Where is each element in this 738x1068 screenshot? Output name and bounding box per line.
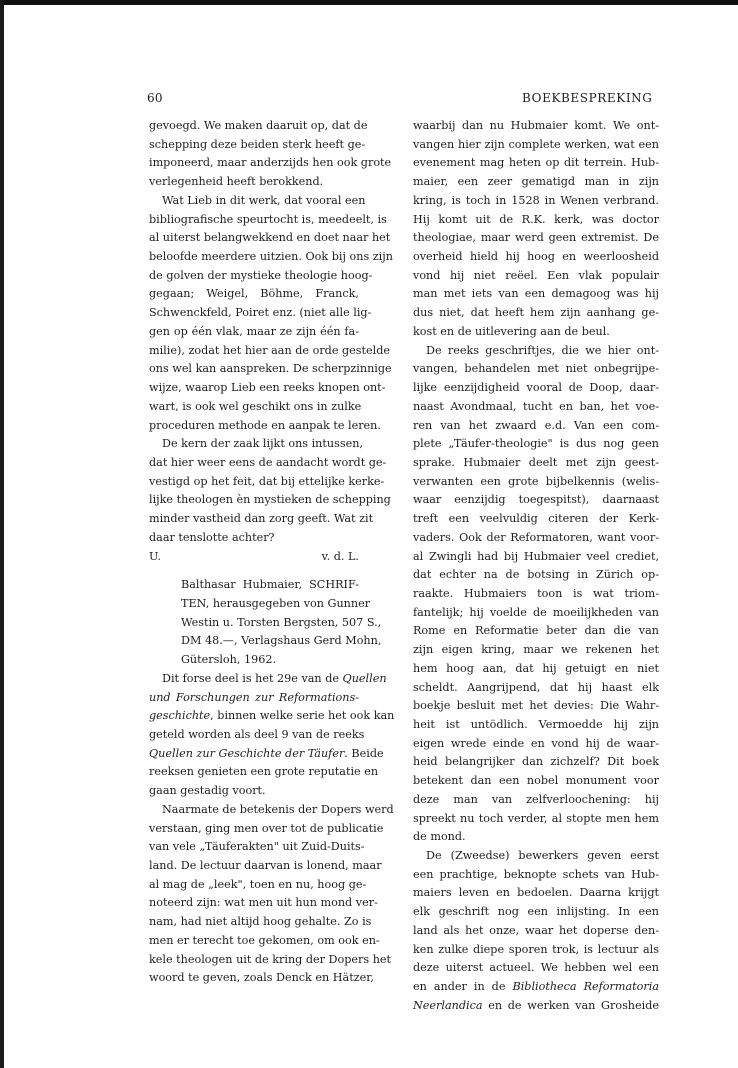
text-line: vangen hier zijn complete werken, wat een xyxy=(413,137,659,151)
review-signature xyxy=(149,548,359,567)
text-line: lijke theologen èn mystieken de schepping xyxy=(149,493,391,507)
text-line xyxy=(149,707,395,726)
text-line: proceduren methode en aanpak te leren. xyxy=(149,418,381,432)
text-line: een prachtige, beknopte schets van Hub- xyxy=(413,867,659,881)
text-line: kost en de uitlevering aan de beul. xyxy=(413,324,610,338)
text-line: elk geschrift nog een inlijsting. In een xyxy=(413,905,659,919)
right-column xyxy=(413,117,659,1016)
text-line: De reeks geschriftjes, die we hier ont- xyxy=(426,343,659,357)
paragraph-hubmaier-intro xyxy=(413,117,659,342)
text-line: Rome en Reformatie beter dan die van xyxy=(413,624,659,638)
reference-line: Gütersloh, 1962. xyxy=(181,653,277,667)
text-line: reeksen genieten een grote reputatie en xyxy=(149,765,379,779)
paragraph-naarmate xyxy=(149,801,394,988)
text-line: noteerd zijn: wat men uit hun mond ver- xyxy=(149,896,378,910)
text-line xyxy=(149,745,384,764)
running-title: BOEKBESPREKING xyxy=(522,91,653,105)
text-line: ken zulke diepe sporen trok, is lectuur als xyxy=(413,942,659,956)
text-line: daar tenslotte achter? xyxy=(149,530,275,544)
paragraph-kern xyxy=(149,435,391,547)
text-line: boekje besluit met het devies: Die Wahr- xyxy=(413,699,659,713)
text-line: De kern der zaak lijkt ons intussen, xyxy=(162,437,363,451)
text-line: vaders. Ook der Reformatoren, want voor- xyxy=(413,530,659,544)
text-line: Schwenckfeld, Poiret enz. (niet alle lig- xyxy=(149,306,372,320)
text-line: evenement mag heten op dit terrein. Hub- xyxy=(413,156,659,170)
text-line: wijze, waarop Lieb een reeks knopen ont- xyxy=(149,381,386,395)
text-line: heid belangrijker dan zichzelf? Dit boek xyxy=(413,755,659,769)
series-title-italic: Neerlandica xyxy=(413,998,483,1012)
paragraph-lieb xyxy=(149,192,393,435)
text-line: de golven der mystieke theologie hoog- xyxy=(149,268,373,282)
book-reference xyxy=(149,576,382,670)
text-line: vangen, behandelen met niet onbegrijpe- xyxy=(413,362,659,376)
text-line: man met iets van een demagoog was hij xyxy=(413,287,659,301)
text-line: deze uiterst actueel. We hebben wel een xyxy=(413,961,659,975)
paragraph-closing-review xyxy=(149,117,392,192)
text-line: minder vastheid dan zorg geeft. Wat zit xyxy=(149,512,374,526)
text-line: lijke eenzijdigheid vooral de Doop, daar- xyxy=(413,381,659,395)
text-line: plete „Täufer-theologie" is dus nog geen xyxy=(413,437,659,451)
text-line: verlegenheid heeft berokkend. xyxy=(149,175,324,189)
text-line: maiers leven en bedoelen. Daarna krijgt xyxy=(413,886,659,900)
paragraph-reeks xyxy=(413,342,659,847)
page-number: 60 xyxy=(147,91,163,105)
text-line: spreekt nu toch verder, al stopte men hem xyxy=(413,811,659,825)
text-line: kele theologen uit de kring der Dopers het xyxy=(149,952,392,966)
text-line: geteld worden als deel 9 van de reeks xyxy=(149,728,365,741)
paragraph-forse-deel xyxy=(149,670,395,801)
text-line: treft een veelvuldig citeren der Kerk- xyxy=(413,512,659,526)
text-line: theologiae, maar werd geen extremist. De xyxy=(413,231,659,245)
text-line: gegaan; Weigel, Böhme, Franck, xyxy=(149,287,359,301)
series-title-italic: geschichte xyxy=(149,709,211,723)
text-line: dat echter na de botsing in Zürich op- xyxy=(413,568,659,582)
text-line: maier, een zeer gematigd man in zijn xyxy=(413,175,659,189)
text-run: , binnen welke serie het ook kan xyxy=(210,709,395,723)
text-line: Hij komt uit de R.K. kerk, was doctor xyxy=(413,212,659,226)
text-line: land. De lectuur daarvan is lonend, maar xyxy=(149,859,382,873)
text-line: wart, is ook wel geschikt ons in zulke xyxy=(149,399,362,413)
text-line: bibliografische speurtocht is, meedeelt, is xyxy=(149,212,387,226)
series-title-italic: Bibliotheca Reformatoria xyxy=(512,980,659,994)
reviewer-name: v. d. L. xyxy=(321,549,359,563)
series-title-italic: und Forschungen zur Reformations- xyxy=(149,690,359,704)
text-line: land als het onze, waar het doperse den- xyxy=(413,923,659,937)
text-line: waar eenzijdig toegespitst), daarnaast xyxy=(413,493,659,507)
text-line: naast Avondmaal, tucht en ban, het voe- xyxy=(413,399,659,413)
text-line: sprake. Hubmaier deelt met zijn geest- xyxy=(413,455,659,469)
text-line: al Zwingli had bij Hubmaier veel crediet, xyxy=(413,549,659,563)
reference-line: TEN, herausgegeben von Gunner xyxy=(181,596,371,610)
text-line: scheldt. Aangrijpend, dat hij haast elk xyxy=(413,680,659,694)
text-run: . Beide xyxy=(344,746,384,760)
text-line: verstaan, ging men over tot de publicatie xyxy=(149,821,384,835)
text-line: gevoegd. We maken daaruit op, dat de xyxy=(149,119,368,132)
text-line: heit ist untödlich. Vermoedde hij zijn xyxy=(413,718,659,731)
series-title-italic: Quellen xyxy=(342,671,387,685)
text-line: ren van het zwaard e.d. Van een com- xyxy=(413,418,659,432)
text-line: van vele „Täuferakten" uit Zuid-Duits- xyxy=(149,840,365,854)
text-line: waarbij dan nu Hubmaier komt. We ont- xyxy=(413,119,659,132)
text-run: en ander in de xyxy=(413,980,513,994)
text-line: overheid hield hij hoog en weerloosheid xyxy=(413,250,659,264)
text-line: zijn eigen kring, maar we rekenen het xyxy=(413,643,659,657)
text-line: Naarmate de betekenis der Dopers werd xyxy=(162,802,394,816)
text-line: deze man van zelfverloochening: hij xyxy=(413,792,659,806)
text-line: fantelijk; hij voelde de moeilijkheden van xyxy=(413,605,659,619)
text-run: Dit forse deel is het 29e van de xyxy=(162,671,343,685)
reference-line: Balthasar Hubmaier, SCHRIF- xyxy=(181,578,359,592)
text-line: dus niet, dat heeft hem zijn aanhang ge- xyxy=(413,306,659,320)
text-line: gaan gestadig voort. xyxy=(149,784,266,798)
paragraph-bewerkers xyxy=(413,847,659,1015)
text-line: eigen wrede einde en vond hij de waar- xyxy=(413,736,659,750)
text-line: kring, is toch in 1528 in Wenen verbrand. xyxy=(413,193,659,207)
text-line: al uiterst belangwekkend en doet naar het xyxy=(149,231,391,245)
text-line: Wat Lieb in dit werk, dat vooral een xyxy=(162,193,366,207)
text-line: vestigd op het feit, dat bij ettelijke kerke- xyxy=(149,474,385,488)
text-line xyxy=(413,997,659,1016)
reviewer-initial: U. xyxy=(149,549,161,563)
text-line: schepping deze beiden sterk heeft ge- xyxy=(149,137,366,151)
text-line: hem hoog aan, dat hij getuigt en niet xyxy=(413,661,659,675)
left-column xyxy=(149,117,395,988)
text-line: gen op één vlak, maar ze zijn één fa- xyxy=(149,324,359,338)
text-line: de mond. xyxy=(413,830,466,844)
text-line: nam, had niet altijd hoog gehalte. Zo is xyxy=(149,915,372,929)
text-line xyxy=(413,978,659,997)
text-line: beloofde meerdere uitzien. Ook bij ons zijn xyxy=(149,250,393,264)
text-line: De (Zweedse) bewerkers geven eerst xyxy=(426,849,659,863)
text-line: betekent dan een nobel monument voor xyxy=(413,774,659,788)
text-run: en de werken van Grosheide xyxy=(482,998,659,1012)
text-line: men er terecht toe gekomen, om ook en- xyxy=(149,933,380,947)
text-line: imponeerd, maar anderzijds hen ook grote xyxy=(149,156,392,170)
series-title-italic: Quellen zur Geschichte der Täufer xyxy=(149,746,345,760)
text-line: vond hij niet reëel. Een vlak populair xyxy=(413,268,659,282)
text-line: al mag de „leek", toen en nu, hoog ge- xyxy=(149,877,367,891)
text-line: woord te geven, zoals Denck en Hätzer, xyxy=(149,971,374,985)
text-line xyxy=(149,670,387,689)
text-line: milie), zodat het hier aan de orde gestelde xyxy=(149,343,391,357)
text-line: dat hier weer eens de aandacht wordt ge- xyxy=(149,455,387,469)
reference-line: Westin u. Torsten Bergsten, 507 S., xyxy=(181,615,382,629)
text-line: ons wel kan aanspreken. De scherpzinnige xyxy=(149,362,392,376)
text-line: verwanten een grote bijbelkennis (welis- xyxy=(413,474,659,488)
reference-line: DM 48.—, Verlagshaus Gerd Mohn, xyxy=(181,634,382,648)
text-line: raakte. Hubmaiers toon is wat triom- xyxy=(413,586,659,600)
